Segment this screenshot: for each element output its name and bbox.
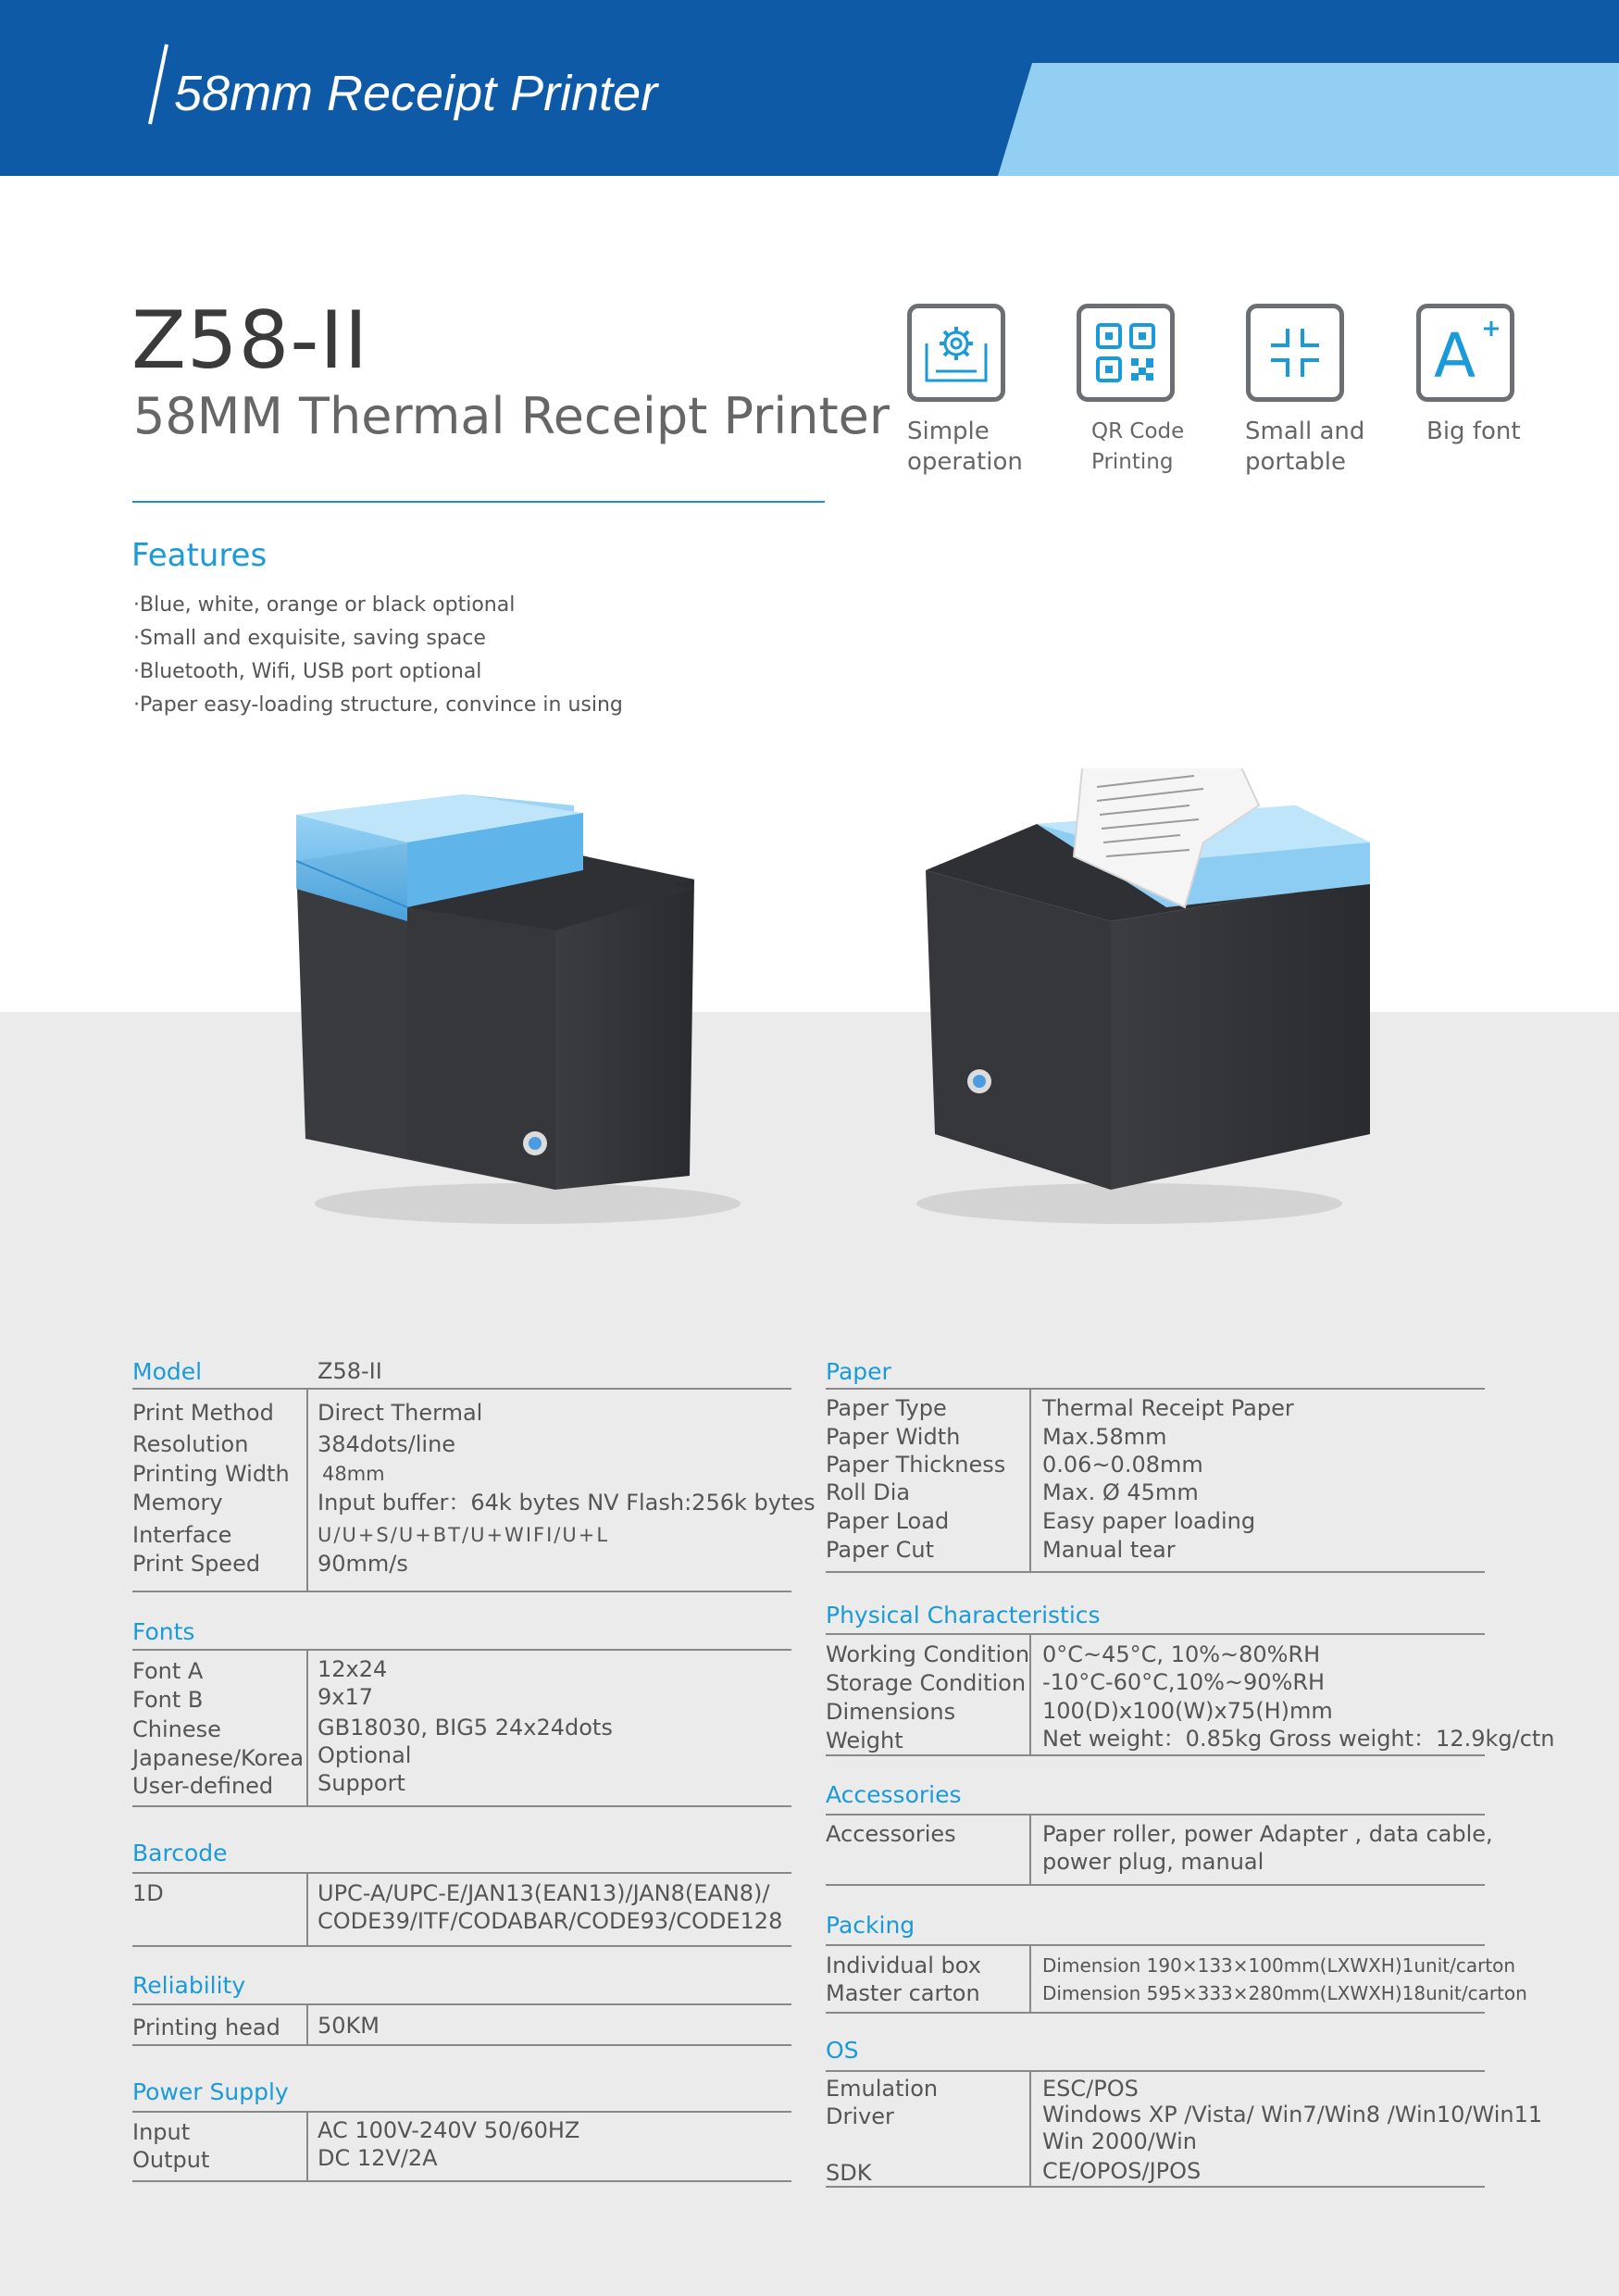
feature-item: ·Bluetooth, Wifi, USB port optional <box>133 660 482 683</box>
divider <box>132 1649 791 1651</box>
column-divider <box>306 1650 308 1805</box>
section-heading-fonts: Fonts <box>132 1618 195 1645</box>
spec-value: 384dots/line <box>318 1431 456 1457</box>
spec-label: Individual box <box>826 1953 981 1978</box>
spec-value: 50KM <box>318 2013 380 2039</box>
spec-label: SDK <box>826 2160 872 2186</box>
spec-label: Paper Load <box>826 1508 950 1534</box>
spec-label: Output <box>132 2147 210 2173</box>
feature-item: ·Paper easy-loading structure, convince in using <box>133 693 623 717</box>
spec-value: GB18030, BIG5 24x24dots <box>318 1715 613 1741</box>
spec-label: Print Speed <box>132 1551 261 1577</box>
icon-label-simple-operation <box>907 417 1023 478</box>
spec-label: Paper Width <box>826 1424 961 1450</box>
column-divider <box>1029 1815 1031 1884</box>
spec-value: 90mm/s <box>318 1551 408 1577</box>
spec-label: Japanese/Korea <box>132 1745 305 1771</box>
divider <box>826 2186 1485 2188</box>
spec-value: CODE39/ITF/CODABAR/CODE93/CODE128 <box>318 1908 783 1934</box>
spec-label: Printing head <box>132 2015 280 2040</box>
spec-label: Paper Thickness <box>826 1452 1006 1478</box>
icon-label-line: QR Code <box>1091 419 1185 443</box>
spec-value: 9x17 <box>318 1684 374 1710</box>
divider <box>132 1945 791 1947</box>
section-heading-reliability: Reliability <box>132 1972 246 1999</box>
spec-label: Resolution <box>132 1431 249 1457</box>
spec-label: Weight <box>826 1728 903 1753</box>
spec-value: 12x24 <box>318 1656 388 1682</box>
model-title: Z58-II <box>131 294 369 387</box>
icon-label-line: portable <box>1245 448 1346 476</box>
spec-value: 48mm <box>322 1463 385 1485</box>
spec-value: Optional <box>318 1742 412 1768</box>
divider <box>132 1872 791 1874</box>
spec-label: Chinese <box>132 1716 221 1742</box>
column-divider <box>306 1389 308 1591</box>
gear-icon <box>907 304 1005 402</box>
section-heading-paper: Paper <box>826 1358 891 1385</box>
icon-label-line: Small and <box>1245 418 1365 445</box>
spec-value: 100(D)x100(W)x75(H)mm <box>1042 1698 1333 1724</box>
spec-value: 0.06~0.08mm <box>1042 1452 1203 1478</box>
section-heading-accessories: Accessories <box>826 1781 962 1808</box>
spec-value: ESC/POS <box>1042 2076 1139 2102</box>
compact-icon <box>1246 304 1344 402</box>
feature-item: ·Small and exquisite, saving space <box>133 627 486 650</box>
section-heading-model: Model <box>132 1358 203 1385</box>
spec-label: Emulation <box>826 2076 939 2102</box>
spec-value: Manual tear <box>1042 1537 1176 1563</box>
spec-label: Storage Condition <box>826 1670 1027 1696</box>
feature-item: ·Blue, white, orange or black optional <box>133 593 516 617</box>
spec-label: Printing Width <box>132 1461 290 1487</box>
spec-value: UPC-A/UPC-E/JAN13(EAN13)/JAN8(EAN8)/ <box>318 1880 770 1906</box>
divider <box>132 1591 791 1592</box>
column-divider <box>306 1873 308 1945</box>
divider <box>132 2180 791 2182</box>
big-font-icon <box>1416 304 1514 402</box>
divider <box>826 1388 1485 1390</box>
printer-photos <box>278 768 1389 1250</box>
spec-value: Max. Ø 45mm <box>1042 1479 1199 1505</box>
icon-label-line: operation <box>907 448 1023 476</box>
spec-label: Driver <box>826 2103 894 2129</box>
spec-label: Font A <box>132 1658 204 1684</box>
section-heading-barcode: Barcode <box>132 1840 228 1866</box>
printer-closed <box>296 794 741 1224</box>
printer-open <box>916 768 1370 1224</box>
divider <box>826 2070 1485 2072</box>
divider <box>826 1571 1485 1573</box>
spec-value: Support <box>318 1770 405 1796</box>
spec-label: Paper Type <box>826 1395 947 1421</box>
icon-label-line: Simple <box>907 418 990 445</box>
spec-value: Easy paper loading <box>1042 1508 1256 1534</box>
section-heading-power-supply: Power Supply <box>132 2078 289 2105</box>
spec-label: Interface <box>132 1522 232 1548</box>
spec-label: Accessories <box>826 1821 956 1847</box>
spec-label: Print Method <box>132 1400 274 1426</box>
spec-value: Net weight：0.85kg Gross weight：12.9kg/ctn <box>1042 1726 1555 1752</box>
divider <box>132 2044 791 2046</box>
icon-label-qr-code <box>1091 417 1184 478</box>
divider <box>826 2012 1485 2014</box>
model-subtitle: 58MM Thermal Receipt Printer <box>133 387 890 445</box>
divider <box>132 2003 791 2005</box>
spec-value: Paper roller, power Adapter , data cable, <box>1042 1821 1493 1847</box>
spec-label: User-defined <box>132 1773 274 1799</box>
spec-value: Windows XP /Vista/ Win7/Win8 /Win10/Win11 <box>1042 2102 1543 2128</box>
spec-label: 1D <box>132 1880 164 1906</box>
column-divider <box>1029 1634 1031 1754</box>
divider <box>826 1944 1485 1946</box>
spec-value: Input buffer：64k bytes NV Flash:256k bytes <box>318 1490 816 1516</box>
section-heading-packing: Packing <box>826 1912 915 1939</box>
qr-code-icon <box>1077 304 1175 402</box>
spec-value: Max.58mm <box>1042 1424 1167 1450</box>
spec-label: Dimensions <box>826 1699 956 1725</box>
spec-label: Memory <box>132 1490 223 1516</box>
spec-value: Dimension 595×333×280mm(LXWXH)18unit/carton <box>1042 1982 1527 2004</box>
column-divider <box>1029 1389 1031 1571</box>
spec-value: CE/OPOS/JPOS <box>1042 2158 1202 2184</box>
icon-label-big-font <box>1426 417 1521 447</box>
column-divider <box>1029 1945 1031 2012</box>
spec-label: Master carton <box>826 1980 980 2006</box>
spec-value: Dimension 190×133×100mm(LXWXH)1unit/carton <box>1042 1954 1516 1977</box>
divider <box>826 1884 1485 1886</box>
features-heading: Features <box>131 537 268 574</box>
divider <box>826 1633 1485 1635</box>
spec-value: -10°C-60°C,10%~90%RH <box>1042 1669 1326 1695</box>
spec-label: Paper Cut <box>826 1537 934 1563</box>
spec-value: AC 100V-240V 50/60HZ <box>318 2117 580 2143</box>
divider <box>132 2111 791 2113</box>
icon-label-line: Big font <box>1426 418 1521 445</box>
spec-label: Input <box>132 2119 191 2145</box>
spec-label: Working Condition <box>826 1641 1030 1667</box>
column-divider <box>1029 2071 1031 2186</box>
divider <box>826 1754 1485 1756</box>
model-value: Z58-II <box>318 1358 382 1384</box>
section-heading-physical: Physical Characteristics <box>826 1602 1101 1628</box>
spec-value: U/U+S/U+BT/U+WIFI/U+L <box>318 1524 610 1546</box>
banner-title: 58mm Receipt Printer <box>174 66 658 121</box>
column-divider <box>306 2112 308 2180</box>
divider <box>132 1805 791 1807</box>
spec-label: Font B <box>132 1687 204 1713</box>
spec-value: DC 12V/2A <box>318 2145 438 2171</box>
section-heading-os: OS <box>826 2037 859 2064</box>
icon-label-small-portable <box>1245 417 1364 478</box>
icon-label-line: Printing <box>1091 450 1174 474</box>
spec-value: power plug, manual <box>1042 1849 1264 1875</box>
spec-label: Roll Dia <box>826 1479 911 1505</box>
spec-value: Thermal Receipt Paper <box>1042 1395 1294 1421</box>
divider <box>132 1388 791 1390</box>
big-font-glyph: A <box>1434 320 1476 390</box>
divider <box>826 1814 1485 1816</box>
spec-value: Win 2000/Win <box>1042 2128 1197 2154</box>
column-divider <box>306 2004 308 2044</box>
title-divider <box>132 501 825 503</box>
spec-value: Direct Thermal <box>318 1400 483 1426</box>
spec-value: 0°C~45°C, 10%~80%RH <box>1042 1641 1321 1667</box>
